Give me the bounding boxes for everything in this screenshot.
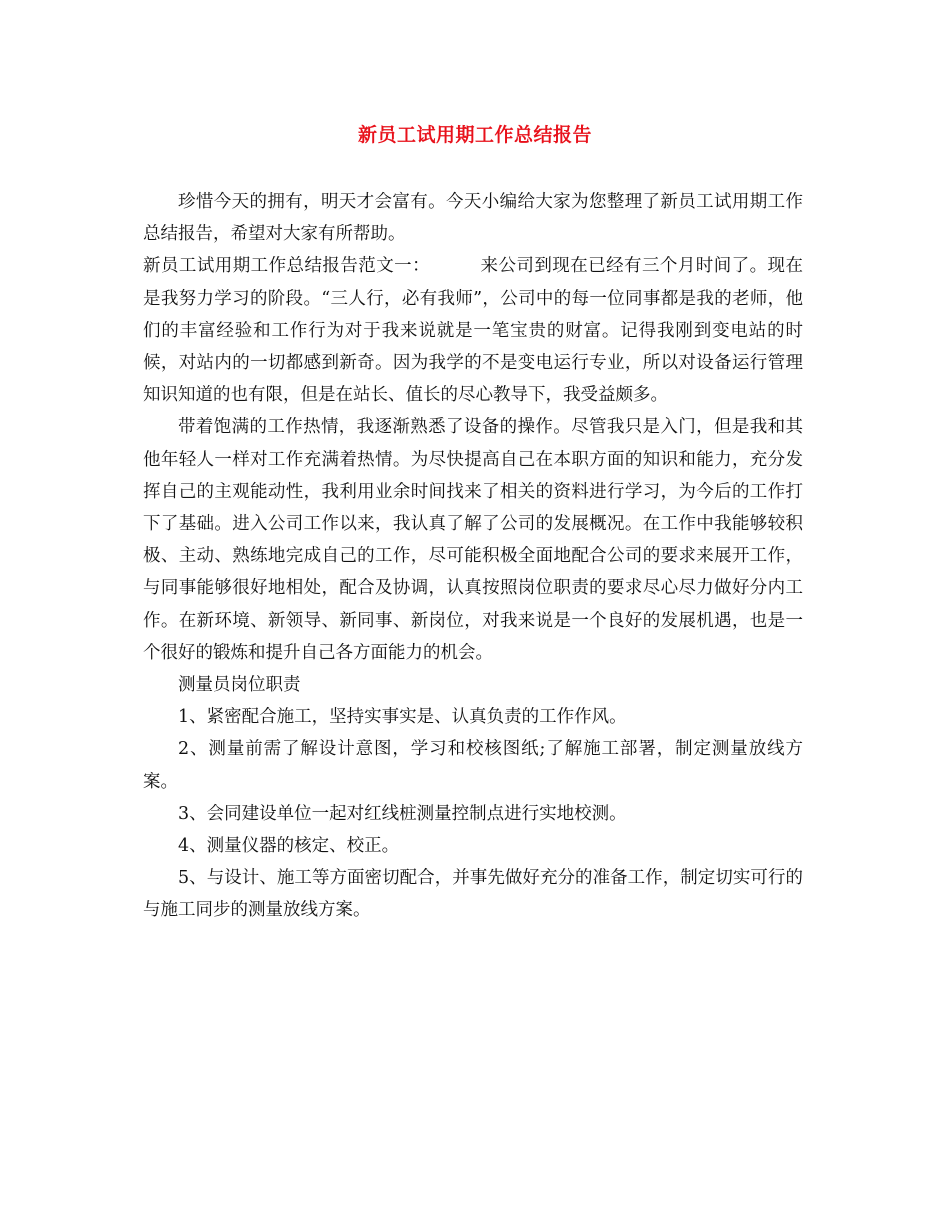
duties-heading: 测量员岗位职责 — [178, 675, 301, 696]
paragraph-1: 来公司到现在已经有三个月时间了。现在是我努力学习的阶段。“三人行，必有我师”，公司中的每一位同事都是我的老师，他们的丰富经验和工作行为对于我来说就是一笔宝贵的财富。记得我刚到变电站的时候，对站内的一切都感到新奇。因为我学的不是变电运行专业，所以对设备运行管理知识知道的也有限，但是在站长、值长的尽心教导下，我受益颇多。 — [143, 256, 804, 406]
intro-paragraph: 珍惜今天的拥有，明天才会富有。今天小编给大家为您整理了新员工试用期工作总结报告，希望对大家有所帮助。 — [143, 192, 803, 245]
duty-item: 2、测量前需了解设计意图，学习和校核图纸;了解施工部署，制定测量放线方案。 — [143, 739, 803, 792]
document-title: 新员工试用期工作总结报告 — [357, 124, 592, 146]
duty-item: 1、紧密配合施工，坚持实事实是、认真负责的工作作风。 — [178, 707, 627, 728]
sample-heading: 新员工试用期工作总结报告范文一： — [143, 256, 431, 277]
sample-paragraph — [143, 250, 803, 411]
duty-item: 3、会同建设单位一起对红线桩测量控制点进行实地校测。 — [178, 803, 627, 824]
document-body — [143, 186, 803, 927]
duty-item: 5、与设计、施工等方面密切配合，并事先做好充分的准备工作，制定切实可行的与施工同步的测量放线方案。 — [143, 868, 803, 921]
duty-item: 4、测量仪器的核定、校正。 — [178, 836, 400, 857]
paragraph-2: 带着饱满的工作热情，我逐渐熟悉了设备的操作。尽管我只是入门，但是我和其他年轻人一样对工作充满着热情。为尽快提高自己在本职方面的知识和能力，充分发挥自己的主观能动性，我利用业余时间找来了相关的资料进行学习，为今后的工作打下了基础。进入公司工作以来，我认真了解了公司的发展概况。在工作中我能够较积极、主动、熟练地完成自己的工作，尽可能积极全面地配合公司的要求来展开工作，与同事能够很好地相处，配合及协调，认真按照岗位职责的要求尽心尽力做好分内工作。在新环境、新领导、新同事、新岗位，对我来说是一个良好的发展机遇，也是一个很好的锻炼和提升自己各方面能力的机会。 — [143, 417, 803, 663]
